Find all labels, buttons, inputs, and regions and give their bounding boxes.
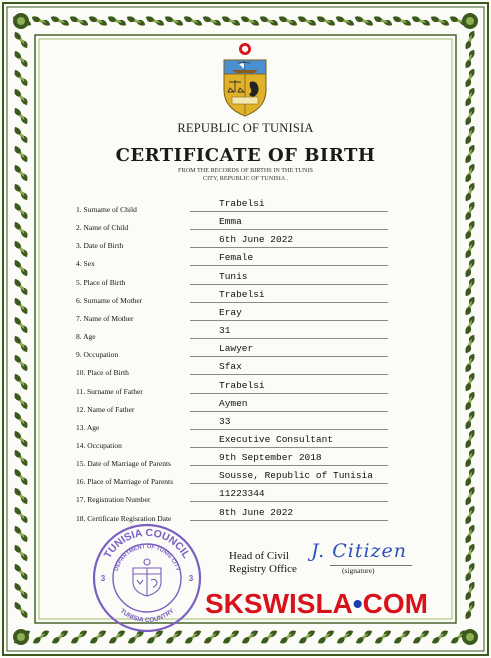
seal-left-number: 3: [100, 574, 106, 583]
svg-text:TUNISIA COUNTRY: [119, 607, 176, 624]
field-label: 9. Occupation: [76, 350, 119, 360]
field-value: 33: [219, 415, 231, 427]
field-underline: [190, 320, 388, 321]
field-value: 9th September 2018: [219, 452, 322, 464]
seal-bottom-text: TUNISIA COUNTRY: [118, 607, 176, 625]
field-label: 4. Sex: [76, 259, 95, 269]
field-underline: [190, 465, 388, 466]
field-value: Sousse, Republic of Tunisia: [219, 470, 373, 482]
field-value: Executive Consultant: [219, 433, 334, 445]
field-value: Emma: [219, 216, 242, 228]
field-label: 17. Registration Number: [76, 495, 151, 505]
signature-caption: (signature): [342, 566, 375, 575]
field-value: Lawyer: [219, 343, 254, 355]
field-value: Tunis: [219, 270, 248, 282]
field-value: 11223344: [219, 488, 265, 500]
field-underline: [190, 393, 388, 394]
field-value: Female: [219, 252, 254, 264]
signature-name: J. Citizen: [311, 540, 408, 562]
field-underline: [190, 229, 388, 230]
field-value: Sfax: [219, 361, 242, 373]
certificate-title: CERTIFICATE OF BIRTH: [115, 145, 376, 166]
field-label: 2. Name of Child: [76, 223, 129, 233]
field-value: 6th June 2022: [219, 234, 294, 246]
field-underline: [190, 483, 388, 484]
field-label: 8. Age: [76, 332, 96, 342]
country-name: REPUBLIC OF TUNISIA: [177, 121, 314, 135]
field-value: Eray: [219, 306, 242, 318]
field-underline: [190, 429, 388, 430]
field-label: 5. Place of Birth: [76, 277, 126, 287]
field-value: 31: [219, 325, 231, 337]
seal-right-number: 3: [188, 574, 194, 583]
field-underline: [190, 501, 388, 502]
field-underline: [190, 520, 388, 521]
field-value: 8th June 2022: [219, 506, 294, 518]
field-label: 14. Occupation: [76, 440, 122, 450]
watermark: [205, 588, 428, 620]
field-label: 11. Surname of Father: [76, 386, 143, 396]
field-value: Aymen: [219, 397, 248, 409]
field-label: 12. Name of Father: [76, 404, 135, 414]
field-underline: [190, 356, 388, 357]
watermark-part-2: COM: [362, 588, 428, 619]
seal-emblem-icon: [133, 559, 161, 596]
field-label: 10. Place of Birth: [76, 368, 129, 378]
field-label: 1. Surname of Child: [76, 205, 137, 214]
seal-top-text: TUNISIA COUNCIL: [101, 526, 193, 561]
tunisia-coat-of-arms-icon: [218, 42, 272, 118]
field-underline: [190, 338, 388, 339]
field-label: 3. Date of Birth: [76, 241, 124, 251]
seal-middle-text: DEPARTMENT OF TUNIS CITY: [113, 543, 181, 572]
field-value: Trabelsi: [219, 288, 265, 300]
field-label: 18. Certificate Regisration Date: [76, 513, 172, 523]
watermark-part-1: SKSWISLA: [205, 588, 353, 619]
field-underline: [190, 211, 388, 212]
field-underline: [190, 302, 388, 303]
field-label: 15. Date of Marriage of Parents: [76, 459, 171, 469]
field-underline: [190, 284, 388, 285]
field-value: Trabelsi: [219, 198, 265, 209]
field-label: 16. Place of Marriage of Parents: [76, 477, 174, 487]
field-label: 6. Surname of Mother: [76, 295, 143, 305]
field-underline: [190, 447, 388, 448]
field-underline: [190, 247, 388, 248]
council-seal-stamp: [91, 522, 203, 632]
field-underline: [190, 265, 388, 266]
field-underline: [190, 374, 388, 375]
subtitle-line-2: CITY, REPUBLIC OF TUNISIA .: [202, 175, 289, 182]
field-label: 13. Age: [76, 422, 100, 432]
subtitle-line-1: FROM THE RECORDS OF BIRTHS IN THE TUNIS: [178, 167, 313, 174]
head-of-registry-line-1: Head of Civil: [229, 550, 289, 562]
field-value: Trabelsi: [219, 379, 265, 391]
field-label: 7. Name of Mother: [76, 313, 134, 323]
head-of-registry-line-2: Registry Office: [229, 563, 297, 575]
watermark-dot: •: [352, 588, 363, 619]
field-underline: [190, 411, 388, 412]
